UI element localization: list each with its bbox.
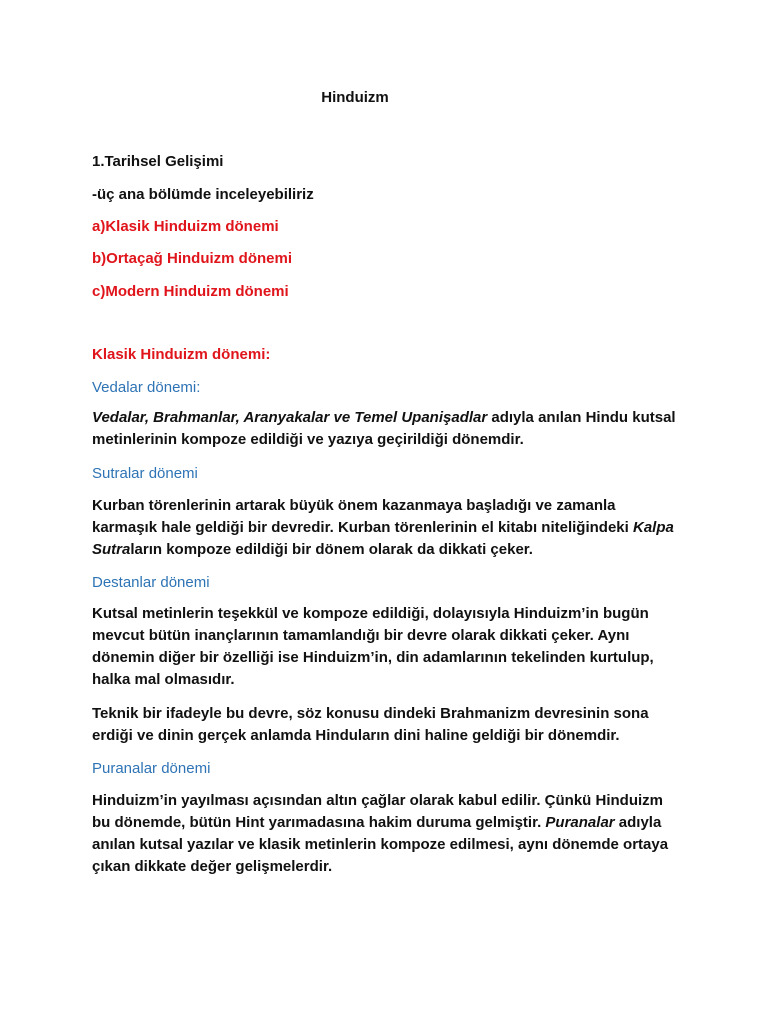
- destanlar-paragraph-2: Teknik bir ifadeyle bu devre, söz konusu dindeki Brahmanizm devresinin sona erdiği ve dinin gerçek anlamda Hinduların dini haline geldiği bir dönemdir.: [92, 705, 649, 744]
- destanlar-paragraph-1: Kutsal metinlerin teşekkül ve kompoze edildiği, dolayısıyla Hinduizm’in bugün mevcut bütün inançlarının tamamlandığı bir devre olarak dikkati çeker. Aynı dönemin diğer bir özelliği ise Hinduizm’in, din adamlarının tekelinden kurtulup, halka mal olmasıdır.: [92, 605, 654, 688]
- period-item-modern: c)Modern Hinduizm dönemi: [92, 283, 289, 300]
- puranalar-italic-text: Puranalar: [545, 814, 615, 831]
- sutralar-paragraph: [92, 495, 682, 561]
- puranalar-heading: Puranalar dönemi: [92, 760, 211, 777]
- puranalar-paragraph: [92, 790, 682, 878]
- sutralar-text-b: ların kompoze edildiği bir dönem olarak da dikkati çeker.: [130, 541, 533, 558]
- sutralar-text-a: Kurban törenlerinin artarak büyük önem kazanmaya başladığı ve zamanla karmaşık hale geldiği bir devredir. Kurban törenlerinin el kitabı niteliğindeki: [92, 497, 633, 536]
- document-title: Hinduizm: [321, 89, 389, 106]
- destanlar-heading: Destanlar dönemi: [92, 574, 210, 591]
- section-heading: 1.Tarihsel Gelişimi: [92, 153, 224, 170]
- vedalar-text: adıyla anılan Hindu kutsal metinlerinin kompoze edildiği ve yazıya geçirildiği dönemdir.: [92, 409, 676, 448]
- intro-line: -üç ana bölümde inceleyebiliriz: [92, 186, 314, 203]
- period-item-medieval: b)Ortaçağ Hinduizm dönemi: [92, 250, 293, 267]
- classic-heading: Klasik Hinduizm dönemi:: [92, 346, 271, 363]
- vedalar-heading: Vedalar dönemi:: [92, 379, 201, 396]
- sutralar-heading: Sutralar dönemi: [92, 465, 198, 482]
- sutralar-italic-text: Kalpa Sutra: [92, 519, 674, 558]
- vedalar-paragraph: [92, 407, 682, 451]
- puranalar-text-a: Hinduizm’in yayılması açısından altın çağlar olarak kabul edilir. Çünkü Hinduizm bu dönemde, bütün Hint yarımadasına hakim duruma gelmiştir.: [92, 792, 663, 831]
- vedalar-italic-text: Vedalar, Brahmanlar, Aranyakalar ve Temel Upanişadlar: [92, 409, 488, 426]
- puranalar-text-b: adıyla anılan kutsal yazılar ve klasik metinlerin kompoze edilmesi, aynı dönemde ortaya çıkan dikkate değer gelişmelerdir.: [92, 814, 669, 875]
- period-item-classic: a)Klasik Hinduizm dönemi: [92, 218, 279, 235]
